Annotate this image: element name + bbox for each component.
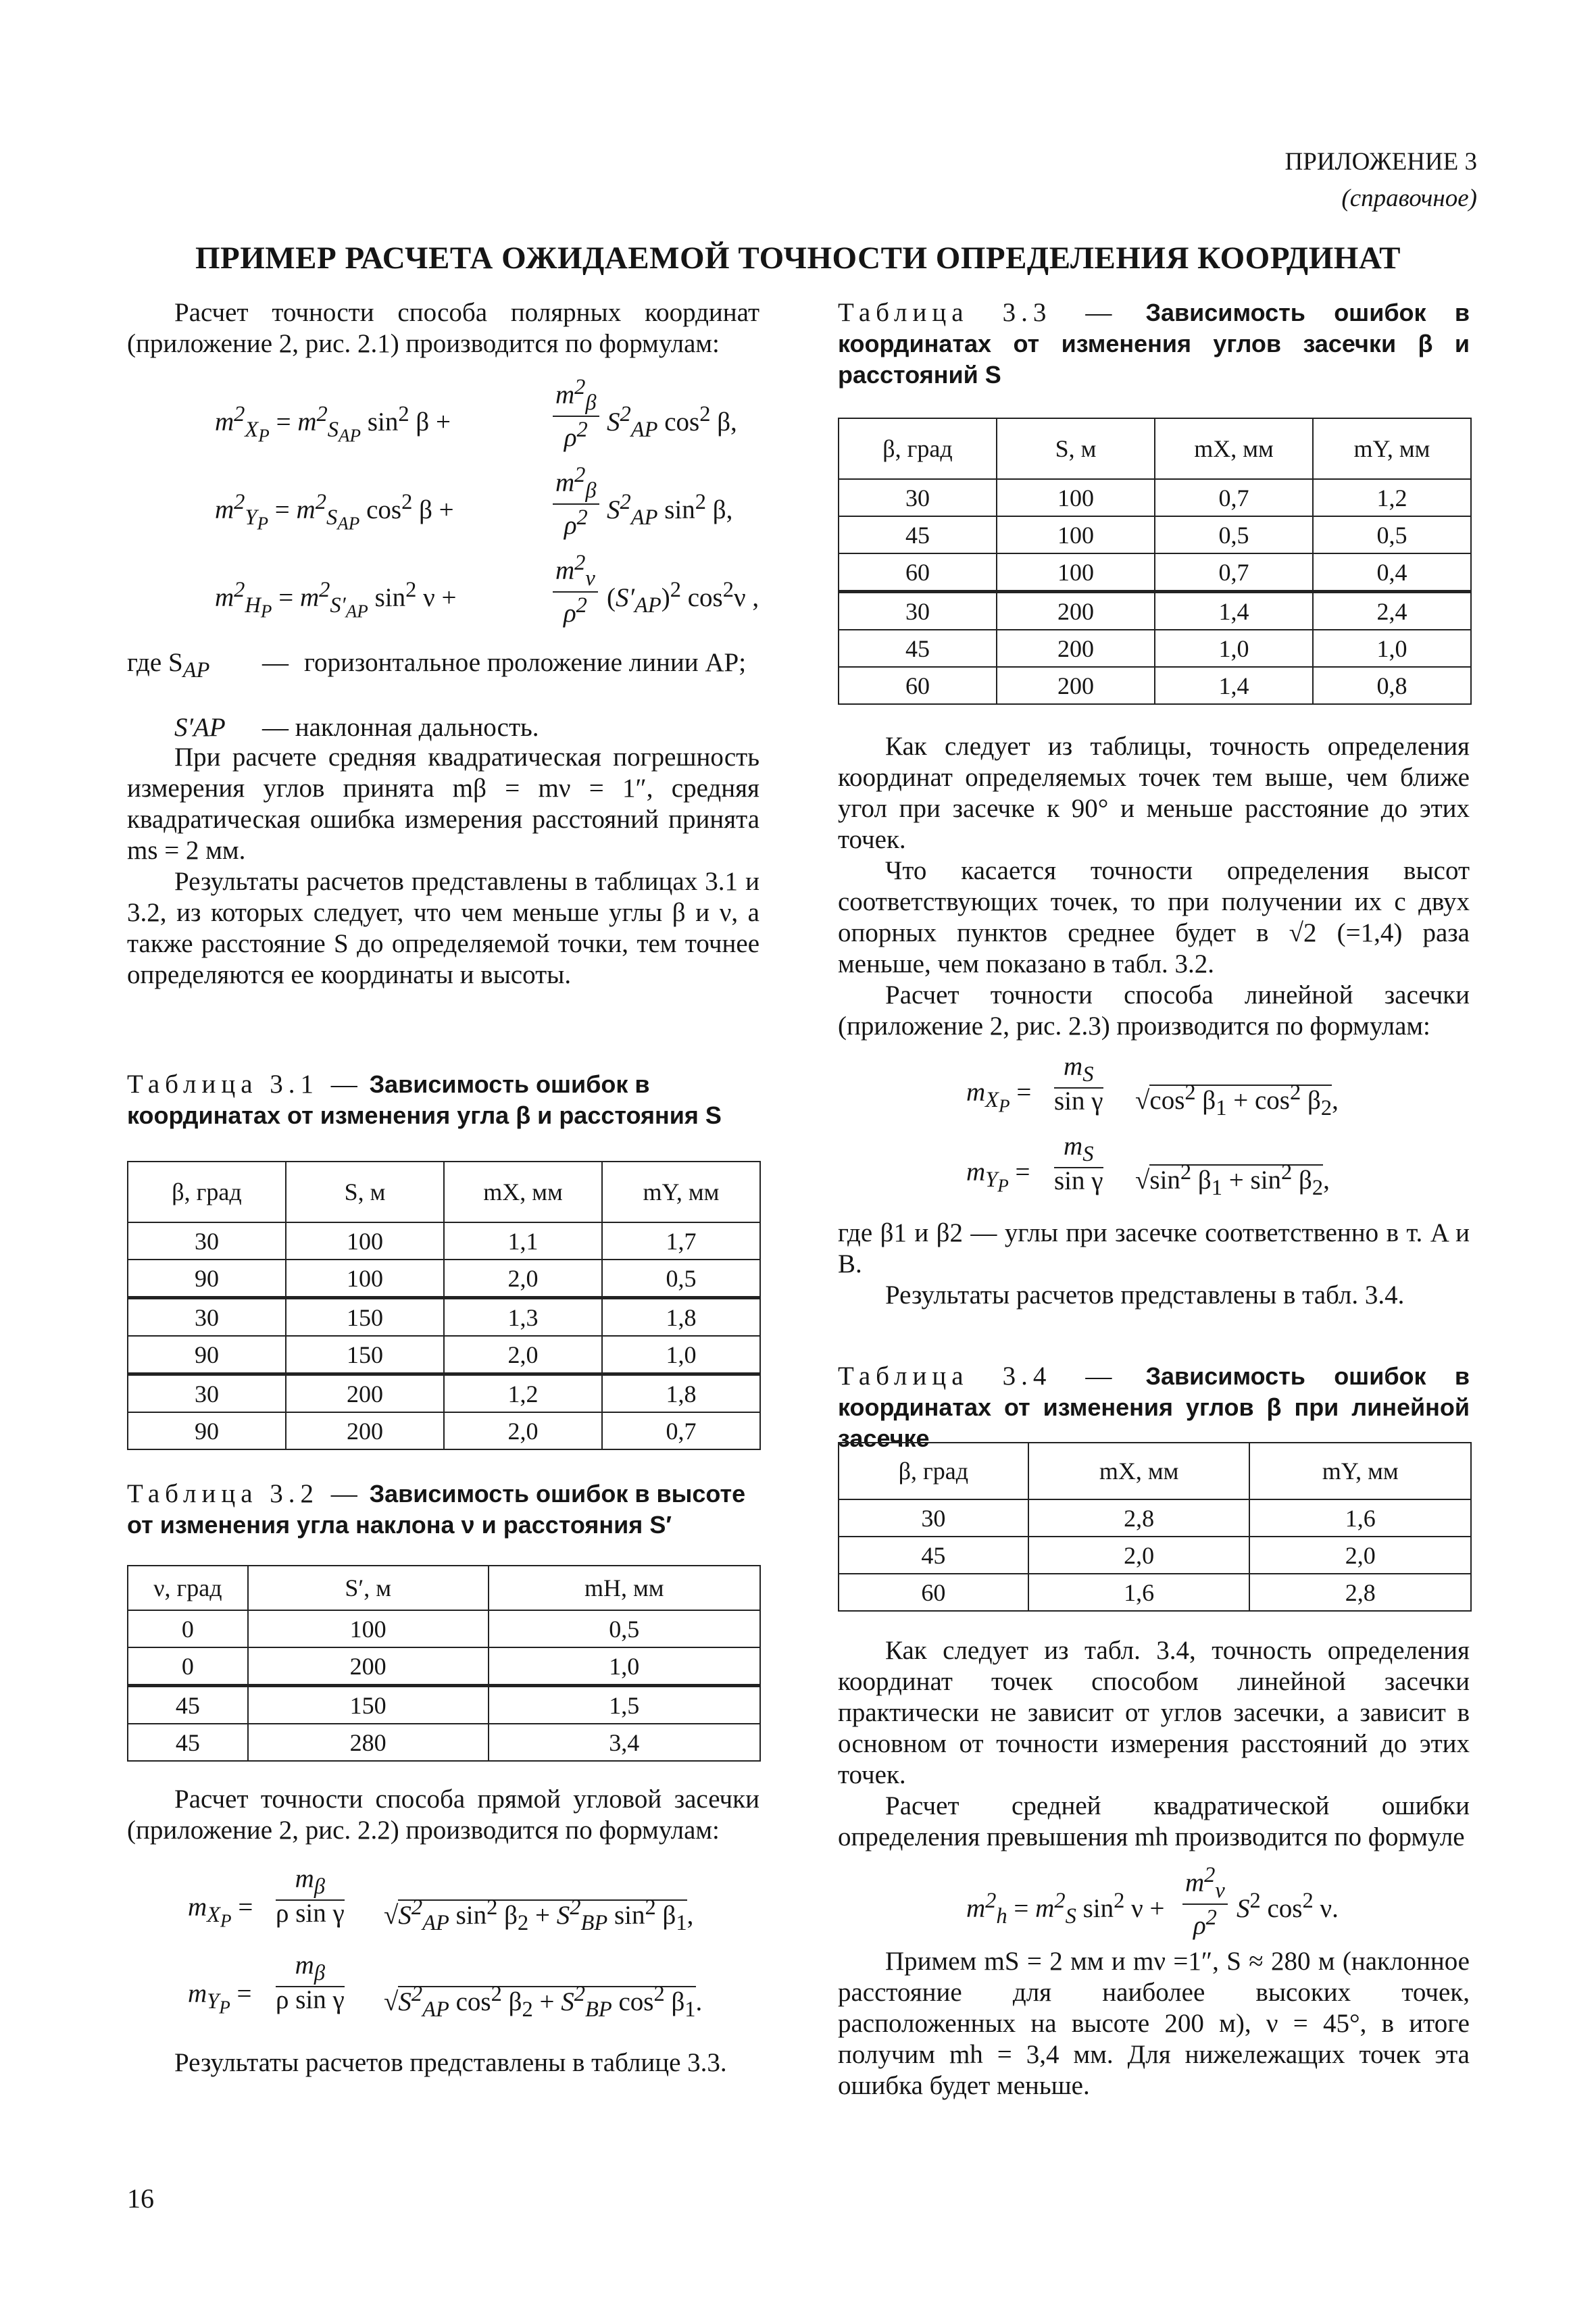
table-cell: 1,6 (1249, 1499, 1471, 1537)
right-column-bottom (838, 1635, 1470, 2101)
table-cell: 100 (997, 479, 1155, 516)
table-cell: 2,8 (1249, 1574, 1471, 1611)
table-cell: 45 (128, 1724, 248, 1761)
table-cell: 0,5 (489, 1610, 761, 1647)
formula-height: $m^2_h = m^2_S$ $\sin^2 \nu$ + $\frac{m^2_\nu}{\rho^2}$ $S^2$ $\cos^2 \nu$. (966, 1863, 1339, 1940)
table-cell: 0,8 (1313, 667, 1471, 704)
table-cell: 200 (997, 667, 1155, 704)
table-3-4-caption (838, 1361, 1470, 1454)
table-cell: 1,8 (602, 1298, 760, 1337)
formula-linear-x: $m_{X_P}$ = $\frac{m_S}{\text{sin γ}}$ $√\cos^2$ $\beta_1 + \cos^2 \beta_2$, (966, 1052, 1339, 1120)
table-3-3 (838, 418, 1472, 705)
table-cell: 2,0 (444, 1260, 602, 1298)
table-header: β, град (839, 418, 997, 479)
table-cell: 90 (128, 1260, 286, 1298)
table-cell: 45 (839, 1537, 1028, 1574)
formula-polar-x: $m^2_{X_P} = m^2_{S_{AP}}$ $\sin^2 \beta$ + $\frac{m^2_\beta}{\rho^2}$ $S^2_{AP}$ $\cos^2 \beta$, (215, 375, 737, 452)
table-3-1-title: Зависимость ошибок в координатах от изменения угла β и расстояния S (127, 1070, 722, 1129)
right-para-7: Примем mS = 2 мм и mν =1″, S ≈ 280 м (наклонное расстояние для наиболее высоких точек, расположенных на высоте 200 м), ν = 45°, в итоге получим mh = 3,4 мм. Для нижележащих точек эта ошибка будет меньше. (838, 1947, 1470, 2100)
table-cell: 2,0 (444, 1412, 602, 1449)
table-cell: 150 (286, 1298, 444, 1337)
table-row (839, 516, 1471, 553)
table-cell: 45 (839, 630, 997, 667)
right-column (838, 731, 1470, 1311)
table-cell: 2,4 (1313, 592, 1471, 630)
table-cell: 60 (839, 1574, 1028, 1611)
table-cell: 0,7 (602, 1412, 760, 1449)
table-3-3-label: Таблица 3.3 — (838, 298, 1118, 327)
table-row (839, 479, 1471, 516)
table-cell: 60 (839, 667, 997, 704)
table-cell: 1,5 (489, 1686, 761, 1724)
formula-polar-y: $m^2_{Y_P} = m^2_{S_{AP}}$ $\cos^2 \beta$ + $\frac{m^2_\beta}{\rho^2}$ $S^2_{AP}$ $\sin^2 \beta$, (215, 463, 733, 540)
table-cell: 30 (839, 1499, 1028, 1537)
table-3-1 (127, 1161, 761, 1450)
table-3-2-title: Зависимость ошибок в высоте от изменения угла наклона ν и расстояния S′ (127, 1480, 746, 1539)
table-cell: 60 (839, 553, 997, 592)
table-cell: 30 (128, 1298, 286, 1337)
table-cell: 45 (128, 1686, 248, 1724)
where-dash: — (262, 648, 289, 677)
right-para-3: Расчет точности способа линейной засечки (приложение 2, рис. 2.3) производится по формулам: (838, 980, 1470, 1041)
table-cell: 100 (997, 516, 1155, 553)
right-para-2: Что касается точности определения высот соответствующих точек, то при получении их с двух опорных пунктов среднее будет в √2 (=1,4) раза меньше, чем показано в табл. 3.2. (838, 856, 1470, 978)
table-row (839, 1499, 1471, 1537)
appendix-label: ПРИЛОЖЕНИЕ 3 (1285, 148, 1477, 176)
table-cell: 1,6 (1028, 1574, 1250, 1611)
table-cell: 1,0 (1155, 630, 1313, 667)
table-3-1-label: Таблица 3.1 — (127, 1070, 363, 1099)
table-cell: 2,0 (1028, 1537, 1250, 1574)
left-where-block (127, 647, 759, 742)
table-row (839, 1537, 1471, 1574)
table-cell: 200 (997, 592, 1155, 630)
table-row (839, 1574, 1471, 1611)
table-cell: 2,8 (1028, 1499, 1250, 1537)
table-cell: 2,0 (444, 1336, 602, 1374)
table-header: β, град (128, 1162, 286, 1222)
right-para-6: Расчет средней квадратической ошибки определения превышения mh производится по формуле (838, 1791, 1470, 1851)
table-row (128, 1336, 760, 1374)
table-cell: 100 (286, 1260, 444, 1298)
table-cell: 100 (997, 553, 1155, 592)
table-cell: 100 (286, 1222, 444, 1260)
table-cell: 45 (839, 516, 997, 553)
table-cell: 0 (128, 1647, 248, 1686)
table-3-4-title: Зависимость ошибок в координатах от изменения углов β при линейной засечке (838, 1362, 1470, 1452)
left-para-2: Результаты расчетов представлены в таблицах 3.1 и 3.2, из которых следует, что чем меньше углы β и ν, а также расстояние S до определяемой точки, тем точнее определяются ее координаты и высоты. (127, 867, 759, 989)
table-cell: 90 (128, 1336, 286, 1374)
table-row (839, 630, 1471, 667)
formula-intersection-y: $m_{Y_P}$ = $\frac{m_\beta}{\text{ρ sin γ}}$ $√S^2_{AP}$ $\cos^2 \beta_2 + S^2_{BP}$ $\cos^2 \beta_1$. (188, 1951, 703, 2022)
where-text-1: горизонтальное проложение линии AP; (304, 648, 747, 677)
table-cell: 1,0 (489, 1647, 761, 1686)
where-sub: AP (182, 657, 210, 682)
formula-polar-h: $m^2_{H_P} = m^2_{S'_{AP}}$ $\sin^2 \nu$ + $\frac{m^2_\nu}{\rho^2}$ $(S'_{AP})^2$ $\cos^2\nu$ , (215, 551, 759, 628)
where-sym-2: S′AP (174, 713, 226, 742)
table-cell: 1,4 (1155, 592, 1313, 630)
table-cell: 30 (128, 1374, 286, 1413)
table-3-2 (127, 1565, 761, 1762)
table-cell: 280 (248, 1724, 489, 1761)
table-cell: 2,0 (1249, 1537, 1471, 1574)
table-header: ν, град (128, 1566, 248, 1610)
right-para-1: Как следует из таблицы, точность определения координат определяемых точек тем выше, чем ближе угол при засечке к 90° и меньше расстояние до этих точек. (838, 732, 1470, 854)
table-3-2-caption (127, 1478, 759, 1541)
table-row (128, 1686, 760, 1724)
table-header: mX, мм (444, 1162, 602, 1222)
table-header: mH, мм (489, 1566, 761, 1610)
table-cell: 1,1 (444, 1222, 602, 1260)
table-cell: 150 (248, 1686, 489, 1724)
table-cell: 150 (286, 1336, 444, 1374)
table-cell: 200 (286, 1374, 444, 1413)
table-cell: 1,8 (602, 1374, 760, 1413)
table-header: mX, мм (1028, 1443, 1250, 1499)
table-row (128, 1412, 760, 1449)
table-cell: 30 (128, 1222, 286, 1260)
table-cell: 1,2 (444, 1374, 602, 1413)
table-row (839, 667, 1471, 704)
table-cell: 30 (839, 592, 997, 630)
table-3-4 (838, 1442, 1472, 1612)
table-header: mY, мм (1249, 1443, 1471, 1499)
table-cell: 1,2 (1313, 479, 1471, 516)
table-cell: 0,7 (1155, 479, 1313, 516)
left-para-1: При расчете средняя квадратическая погрешность измерения углов принята mβ = mν = 1″, средняя квадратическая ошибка измерения расстояний принята ms = 2 мм. (127, 743, 759, 865)
table-row (839, 553, 1471, 592)
table-cell: 3,4 (489, 1724, 761, 1761)
formula-linear-y: $m_{Y_P}$ = $\frac{m_S}{\text{sin γ}}$ $√\sin^2$ $\beta_1 + \sin^2 \beta_2$, (966, 1132, 1330, 1200)
where-text-2: — наклонная дальность. (262, 713, 539, 742)
table-cell: 100 (248, 1610, 489, 1647)
left-column-bottom (127, 1784, 759, 2078)
table-row (839, 592, 1471, 630)
table-cell: 200 (286, 1412, 444, 1449)
left-para-4: Результаты расчетов представлены в таблице 3.3. (174, 2048, 727, 2077)
table-cell: 1,7 (602, 1222, 760, 1260)
table-cell: 1,3 (444, 1298, 602, 1337)
page-number: 16 (127, 2183, 154, 2214)
table-cell: 0,7 (1155, 553, 1313, 592)
table-cell: 200 (248, 1647, 489, 1686)
table-row (128, 1724, 760, 1761)
table-header: S, м (286, 1162, 444, 1222)
table-row (128, 1610, 760, 1647)
table-header: mY, мм (602, 1162, 760, 1222)
table-cell: 1,0 (1313, 630, 1471, 667)
right-where: где β1 и β2 — углы при засечке соответственно в т. A и B. (838, 1218, 1470, 1278)
table-3-4-label: Таблица 3.4 — (838, 1362, 1118, 1391)
left-intro: Расчет точности способа полярных координат (приложение 2, рис. 2.1) производится по формулам: (127, 298, 759, 358)
appendix-kind: (справочное) (1341, 184, 1477, 212)
left-para-3: Расчет точности способа прямой угловой засечки (приложение 2, рис. 2.2) производится по формулам: (127, 1785, 759, 1845)
table-cell: 0,4 (1313, 553, 1471, 592)
table-cell: 0,5 (602, 1260, 760, 1298)
table-header: mX, мм (1155, 418, 1313, 479)
formula-intersection-x: $m_{X_P}$ = $\frac{m_\beta}{\text{ρ sin γ}}$ $√S^2_{AP}$ $\sin^2 \beta_2 + S^2_{BP}$ $\sin^2 \beta_1$, (188, 1864, 694, 1935)
right-para-5: Как следует из табл. 3.4, точность определения координат точек способом линейной засечки практически не зависит от углов засечки, а зависит в основном от точности измерения расстояний до этих точек. (838, 1636, 1470, 1789)
table-3-3-caption (838, 297, 1470, 391)
table-cell: 90 (128, 1412, 286, 1449)
table-header: mY, мм (1313, 418, 1471, 479)
table-cell: 1,4 (1155, 667, 1313, 704)
table-cell: 1,0 (602, 1336, 760, 1374)
table-header: S, м (997, 418, 1155, 479)
table-cell: 30 (839, 479, 997, 516)
table-header: β, град (839, 1443, 1028, 1499)
table-row (128, 1298, 760, 1337)
table-header: S′, м (248, 1566, 489, 1610)
table-row (128, 1374, 760, 1413)
page-title: ПРИМЕР РАСЧЕТА ОЖИДАЕМОЙ ТОЧНОСТИ ОПРЕДЕЛЕНИЯ КООРДИНАТ (195, 241, 1401, 276)
table-row (128, 1260, 760, 1298)
table-3-3-title: Зависимость ошибок в координатах от изменения углов засечки β и расстояний S (838, 299, 1470, 389)
table-cell: 0,5 (1313, 516, 1471, 553)
table-3-1-caption (127, 1069, 759, 1131)
table-cell: 200 (997, 630, 1155, 667)
table-cell: 0 (128, 1610, 248, 1647)
table-cell: 0,5 (1155, 516, 1313, 553)
table-row (128, 1222, 760, 1260)
table-3-2-label: Таблица 3.2 — (127, 1479, 363, 1508)
where-prefix: где S (127, 648, 183, 677)
right-para-4: Результаты расчетов представлены в табл. 3.4. (885, 1280, 1405, 1310)
table-row (128, 1647, 760, 1686)
left-column (127, 297, 759, 991)
